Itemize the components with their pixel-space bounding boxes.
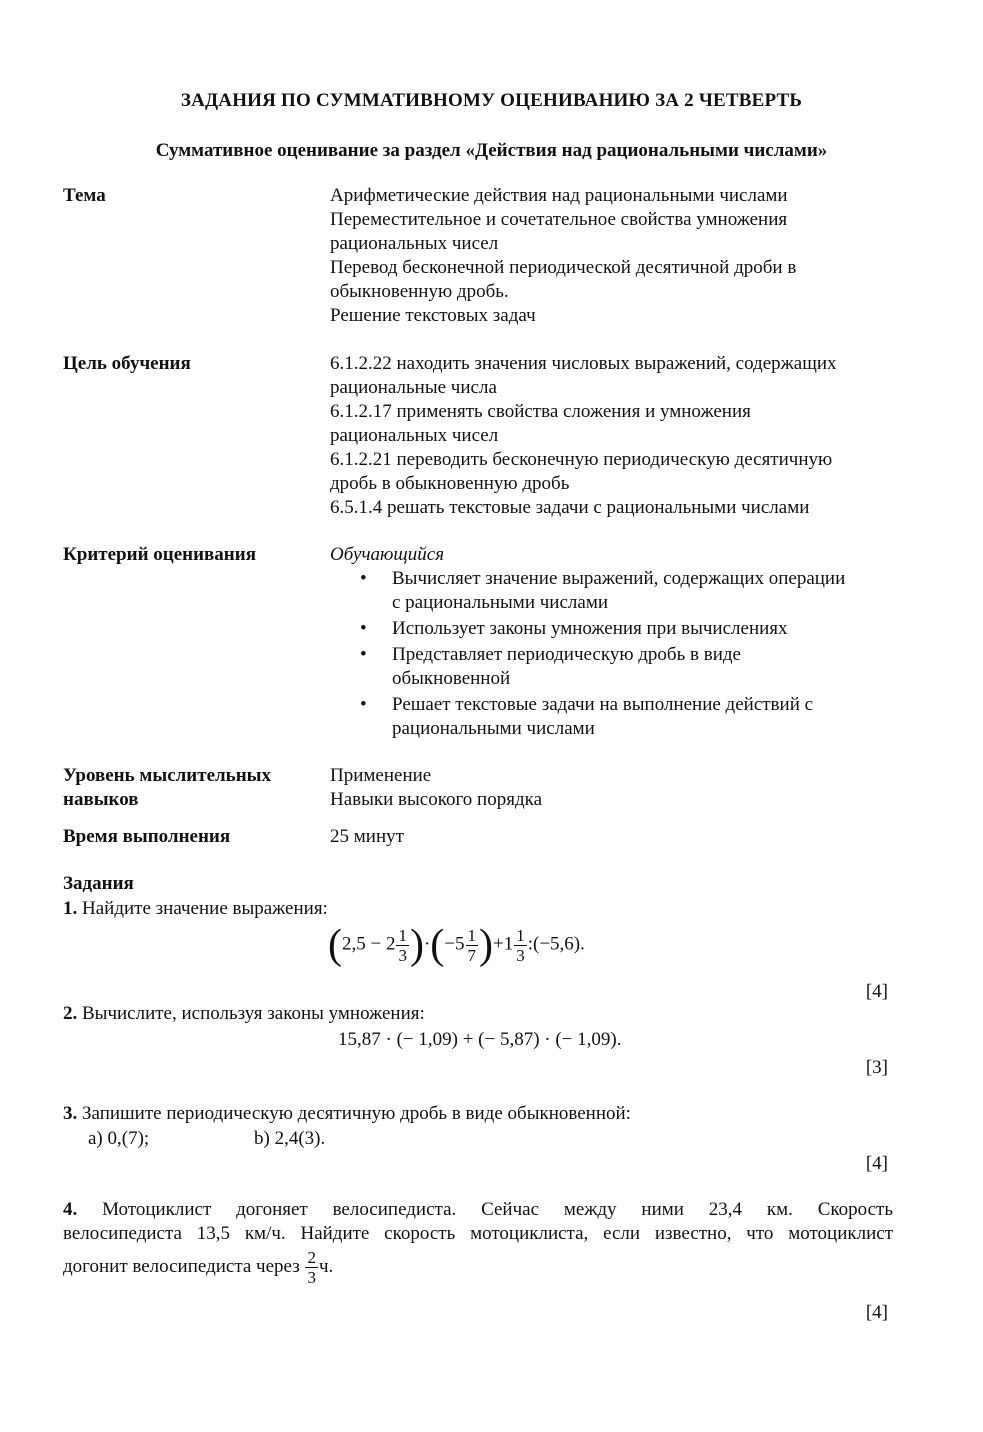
goal-line: рациональных чисел: [330, 425, 499, 446]
task-3-score: [4]: [865, 1153, 888, 1174]
goal-label: Цель обучения: [63, 353, 191, 374]
list-item: • Решает текстовые задачи на выполнение действий с рациональными числами: [360, 694, 814, 739]
bullet-icon: •: [360, 644, 367, 665]
tema-line: Переместительное и сочетательное свойства умножения: [330, 209, 788, 230]
tema-line: обыкновенную дробь.: [330, 281, 509, 302]
tasks-heading: Задания: [63, 873, 134, 894]
tema-label: Тема: [63, 185, 106, 206]
criteria-list: [330, 567, 900, 741]
task-1-text: 1. Найдите значение выражения:: [63, 898, 328, 919]
task-1-score: [4]: [865, 981, 888, 1002]
time-value: 25 минут: [330, 826, 404, 847]
list-item: • Использует законы умножения при вычислениях: [360, 618, 788, 639]
time-label: Время выполнения: [63, 826, 231, 847]
tema-line: Перевод бесконечной периодической десятичной дроби в: [330, 257, 797, 278]
list-item: • Представляет периодическую дробь в виде обыкновенной: [360, 644, 741, 689]
bullet-icon: •: [360, 618, 367, 639]
goal-line: 6.1.2.22 находить значения числовых выражений, содержащих: [330, 353, 837, 374]
tema-value: [330, 184, 900, 328]
task-2-score: [3]: [865, 1057, 888, 1078]
bullet-icon: •: [360, 568, 367, 589]
task-3-option-a: а) 0,(7);: [88, 1128, 150, 1149]
task-3-option-b: b) 2,4(3).: [254, 1128, 326, 1149]
task-1-formula: (2,5 − 2 $\frac{1}{3}$ )·(−5 $\frac{1}{7}$ )+1 $\frac{1}{3}$ :(−5,6).: [328, 922, 585, 968]
bullet-icon: •: [360, 694, 367, 715]
task-4-line-3: догонит велосипедиста через $\frac{2}{3}$ ч.: [63, 1248, 334, 1287]
page-title: ЗАДАНИЯ ПО СУММАТИВНОМУ ОЦЕНИВАНИЮ ЗА 2 ЧЕТВЕРТЬ: [180, 90, 803, 111]
goal-line: 6.1.2.17 применять свойства сложения и умножения: [330, 401, 751, 422]
page-subtitle: Суммативное оценивание за раздел «Действия над рациональными числами»: [155, 140, 828, 161]
task-4-score: [4]: [865, 1302, 888, 1323]
criteria-intro: Обучающийся: [330, 544, 445, 565]
goal-line: рациональные числа: [330, 377, 497, 398]
goal-line: 6.1.2.21 переводить бесконечную периодическую десятичную: [330, 449, 833, 470]
task-2-formula: 15,87 · (− 1,09) + (− 5,87) · (− 1,09).: [338, 1029, 622, 1050]
tema-line: рациональных чисел: [330, 233, 499, 254]
goal-line: 6.5.1.4 решать текстовые задачи с рациональными числами: [330, 497, 810, 518]
task-2-text: 2. Вычислите, используя законы умножения:: [63, 1003, 425, 1024]
task-4-line-1: 4. Мотоциклист догоняет велосипедиста. Сейчас между ними 23,4 км. Скорость: [63, 1199, 894, 1220]
list-item: • Вычисляет значение выражений, содержащих операции с рациональными числами: [360, 568, 846, 613]
criteria-label: Критерий оценивания: [63, 544, 256, 565]
task-3-text: 3. Запишите периодическую десятичную дробь в виде обыкновенной:: [63, 1103, 631, 1124]
tema-line: Арифметические действия над рациональными числами: [330, 185, 788, 206]
goal-line: дробь в обыкновенную дробь: [330, 473, 570, 494]
tema-line: Решение текстовых задач: [330, 305, 536, 326]
goal-value: [330, 352, 900, 520]
skills-label: Уровень мыслительных навыков: [63, 765, 271, 810]
task-4-line-2: велосипедиста 13,5 км/ч. Найдите скорость мотоциклиста, если известно, что мотоциклист: [63, 1223, 893, 1244]
skills-value: Применение Навыки высокого порядка: [330, 765, 542, 810]
criteria-value: [330, 543, 900, 743]
